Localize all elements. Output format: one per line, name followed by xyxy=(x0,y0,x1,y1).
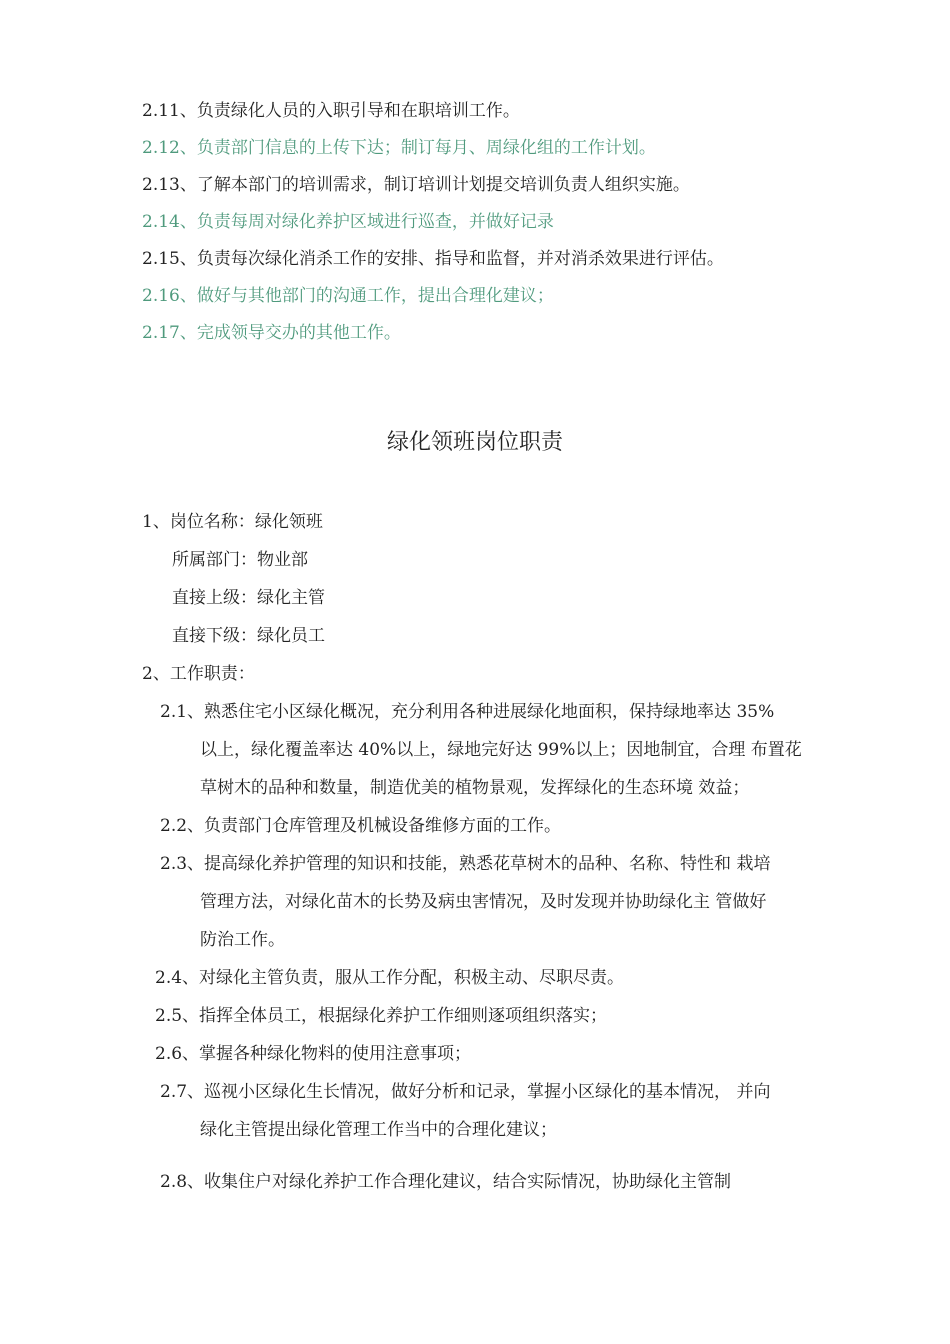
duty-2-7-line-2: 绿化主管提出绿化管理工作当中的合理化建议； xyxy=(200,1120,557,1140)
position-department: 所属部门：物业部 xyxy=(172,550,308,570)
duty-2-1-line-3: 草树木的品种和数量，制造优美的植物景观，发挥绿化的生态环境 效益； xyxy=(200,778,750,798)
list-item-2-16: 2.16、做好与其他部门的沟通工作，提出合理化建议； xyxy=(142,286,554,306)
duty-2-1-line-1: 2.1、熟悉住宅小区绿化概况，充分利用各种进展绿化地面积，保持绿地率达 35% xyxy=(160,702,775,722)
list-item-2-17: 2.17、完成领导交办的其他工作。 xyxy=(142,323,401,343)
duties-heading: 2、工作职责： xyxy=(142,664,255,684)
duty-2-4: 2.4、对绿化主管负责，服从工作分配，积极主动、尽职尽责。 xyxy=(155,968,625,988)
list-item-2-12: 2.12、负责部门信息的上传下达；制订每月、周绿化组的工作计划。 xyxy=(142,138,656,158)
list-item-2-13: 2.13、了解本部门的培训需求，制订培训计划提交培训负责人组织实施。 xyxy=(142,175,690,195)
duty-2-7-line-1: 2.7、巡视小区绿化生长情况，做好分析和记录，掌握小区绿化的基本情况， 并向 xyxy=(160,1082,771,1102)
duty-2-5: 2.5、指挥全体员工，根据绿化养护工作细则逐项组织落实； xyxy=(155,1006,608,1026)
list-item-2-11: 2.11、负责绿化人员的入职引导和在职培训工作。 xyxy=(142,101,520,121)
section-title: 绿化领班岗位职责 xyxy=(386,430,563,455)
duty-2-6: 2.6、掌握各种绿化物料的使用注意事项； xyxy=(155,1044,472,1064)
duty-2-3-line-3: 防治工作。 xyxy=(200,930,285,950)
duty-2-8: 2.8、收集住户对绿化养护工作合理化建议，结合实际情况，协助绿化主管制 xyxy=(160,1172,732,1192)
duty-2-3-line-1: 2.3、提高绿化养护管理的知识和技能，熟悉花草树木的品种、名称、特性和 栽培 xyxy=(160,854,771,874)
list-item-2-15: 2.15、负责每次绿化消杀工作的安排、指导和监督，并对消杀效果进行评估。 xyxy=(142,249,724,269)
duty-2-1-line-2: 以上，绿化覆盖率达 40%以上，绿地完好达 99%以上；因地制宜，合理 布置花 xyxy=(200,740,802,760)
duty-2-2: 2.2、负责部门仓库管理及机械设备维修方面的工作。 xyxy=(160,816,562,836)
position-superior: 直接上级：绿化主管 xyxy=(172,588,325,608)
position-subordinate: 直接下级：绿化员工 xyxy=(172,626,325,646)
position-name: 1、岗位名称：绿化领班 xyxy=(142,512,323,532)
list-item-2-14: 2.14、负责每周对绿化养护区域进行巡查，并做好记录 xyxy=(142,212,554,232)
duty-2-3-line-2: 管理方法，对绿化苗木的长势及病虫害情况，及时发现并协助绿化主 管做好 xyxy=(200,892,767,912)
